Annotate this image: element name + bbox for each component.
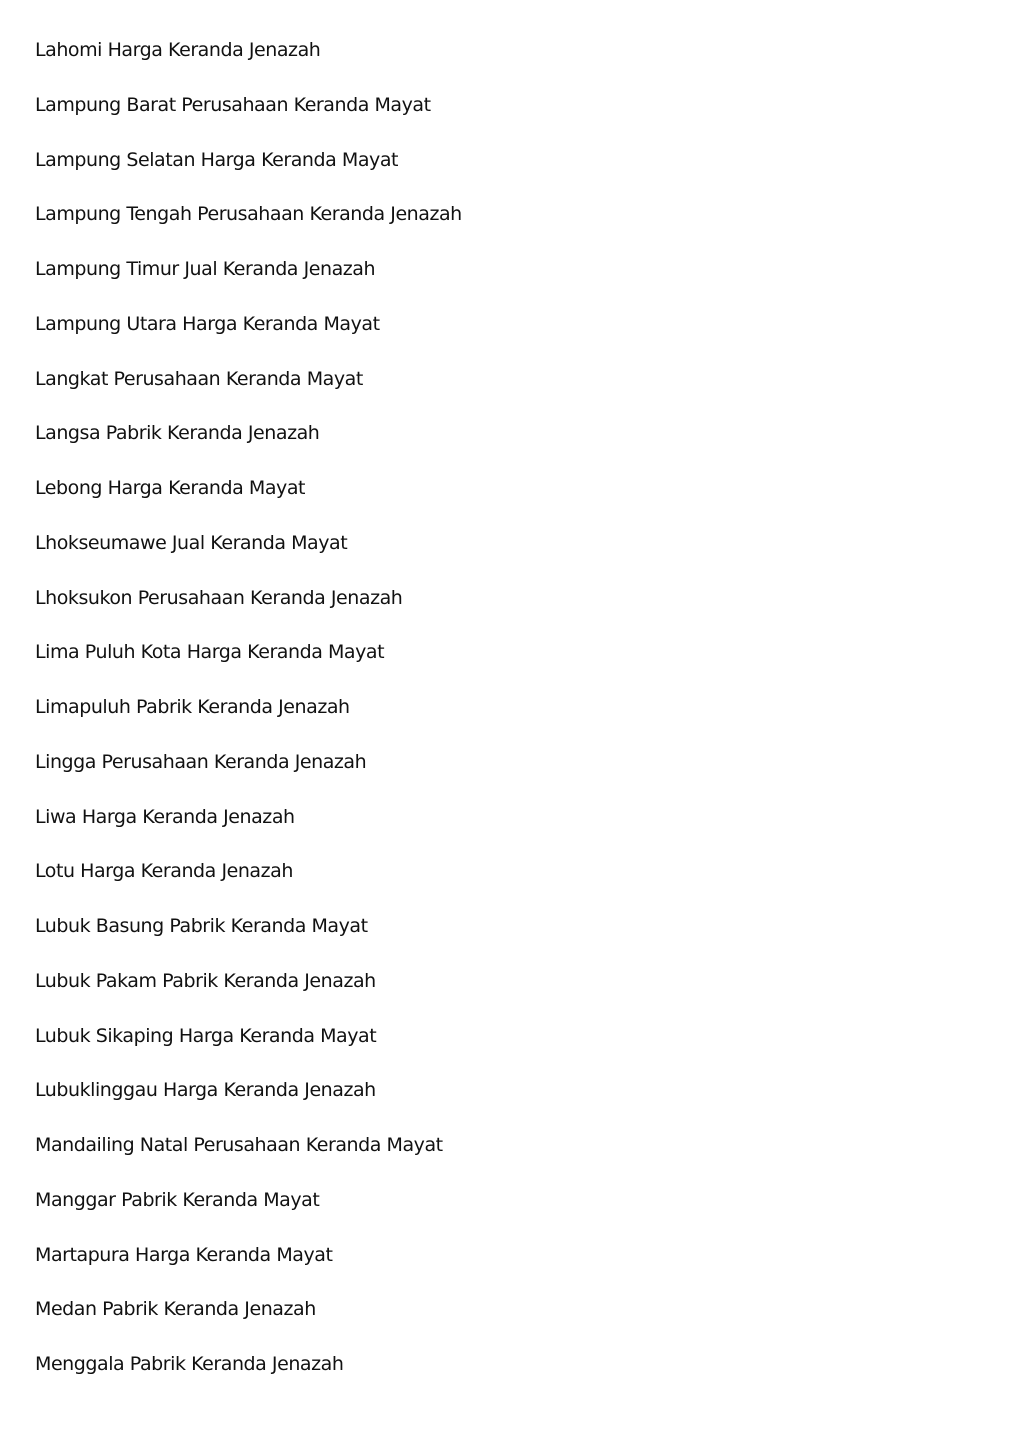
list-item[interactable] bbox=[35, 419, 462, 474]
list-item[interactable] bbox=[35, 967, 462, 1022]
list-item-label: Lampung Selatan Harga Keranda Mayat bbox=[35, 148, 399, 171]
list-item[interactable] bbox=[35, 529, 462, 584]
list-item[interactable] bbox=[35, 1131, 462, 1186]
list-item[interactable] bbox=[35, 1186, 462, 1241]
list-item-label: Lubuk Basung Pabrik Keranda Mayat bbox=[35, 915, 368, 937]
list-item-label: Lubuk Sikaping Harga Keranda Mayat bbox=[35, 1024, 377, 1047]
list-item-label: Langsa Pabrik Keranda Jenazah bbox=[35, 422, 320, 445]
list-item-label: Lhokseumawe Jual Keranda Mayat bbox=[35, 531, 348, 554]
list-item-label: Mandailing Natal Perusahaan Keranda Mayat bbox=[35, 1134, 443, 1156]
list-item[interactable] bbox=[35, 1241, 462, 1296]
list-item[interactable] bbox=[35, 200, 462, 255]
list-item[interactable] bbox=[35, 365, 462, 420]
list-item[interactable] bbox=[35, 474, 462, 529]
list-item[interactable] bbox=[35, 857, 462, 912]
list-item[interactable] bbox=[35, 693, 462, 748]
list-item[interactable] bbox=[35, 1350, 462, 1405]
list-item-label: Manggar Pabrik Keranda Mayat bbox=[35, 1188, 320, 1211]
list-item-label: Lampung Timur Jual Keranda Jenazah bbox=[35, 258, 376, 280]
list-item[interactable] bbox=[35, 146, 462, 201]
list-item[interactable] bbox=[35, 91, 462, 146]
list-item-label: Martapura Harga Keranda Mayat bbox=[35, 1243, 333, 1266]
list-item[interactable] bbox=[35, 1076, 462, 1131]
list-item-label: Limapuluh Pabrik Keranda Jenazah bbox=[35, 696, 350, 718]
list-item-label: Medan Pabrik Keranda Jenazah bbox=[35, 1298, 316, 1321]
list-item-label: Langkat Perusahaan Keranda Mayat bbox=[35, 367, 363, 390]
list-item[interactable] bbox=[35, 748, 462, 803]
list-item[interactable] bbox=[35, 1295, 462, 1350]
list-item[interactable] bbox=[35, 36, 462, 91]
list-item-label: Lampung Utara Harga Keranda Mayat bbox=[35, 312, 380, 335]
list-item-label: Lampung Barat Perusahaan Keranda Mayat bbox=[35, 93, 431, 116]
list-item-label: Liwa Harga Keranda Jenazah bbox=[35, 805, 295, 828]
list-item[interactable] bbox=[35, 584, 462, 639]
list-item[interactable] bbox=[35, 1022, 462, 1077]
list-item-label: Lubuklinggau Harga Keranda Jenazah bbox=[35, 1079, 376, 1102]
list-item[interactable] bbox=[35, 638, 462, 693]
list-item-label: Lahomi Harga Keranda Jenazah bbox=[35, 39, 321, 61]
list-item-label: Lhoksukon Perusahaan Keranda Jenazah bbox=[35, 586, 403, 609]
list-item-label: Lima Puluh Kota Harga Keranda Mayat bbox=[35, 641, 385, 664]
list-item[interactable] bbox=[35, 310, 462, 365]
list-item[interactable] bbox=[35, 803, 462, 858]
location-link-list bbox=[35, 36, 462, 1405]
list-item-label: Lubuk Pakam Pabrik Keranda Jenazah bbox=[35, 969, 376, 992]
list-item-label: Lebong Harga Keranda Mayat bbox=[35, 477, 306, 499]
list-item-label: Menggala Pabrik Keranda Jenazah bbox=[35, 1353, 344, 1375]
list-item[interactable] bbox=[35, 255, 462, 310]
list-item-label: Lingga Perusahaan Keranda Jenazah bbox=[35, 750, 367, 773]
list-item-label: Lampung Tengah Perusahaan Keranda Jenazah bbox=[35, 203, 462, 226]
list-item-label: Lotu Harga Keranda Jenazah bbox=[35, 860, 293, 883]
list-item[interactable] bbox=[35, 912, 462, 967]
